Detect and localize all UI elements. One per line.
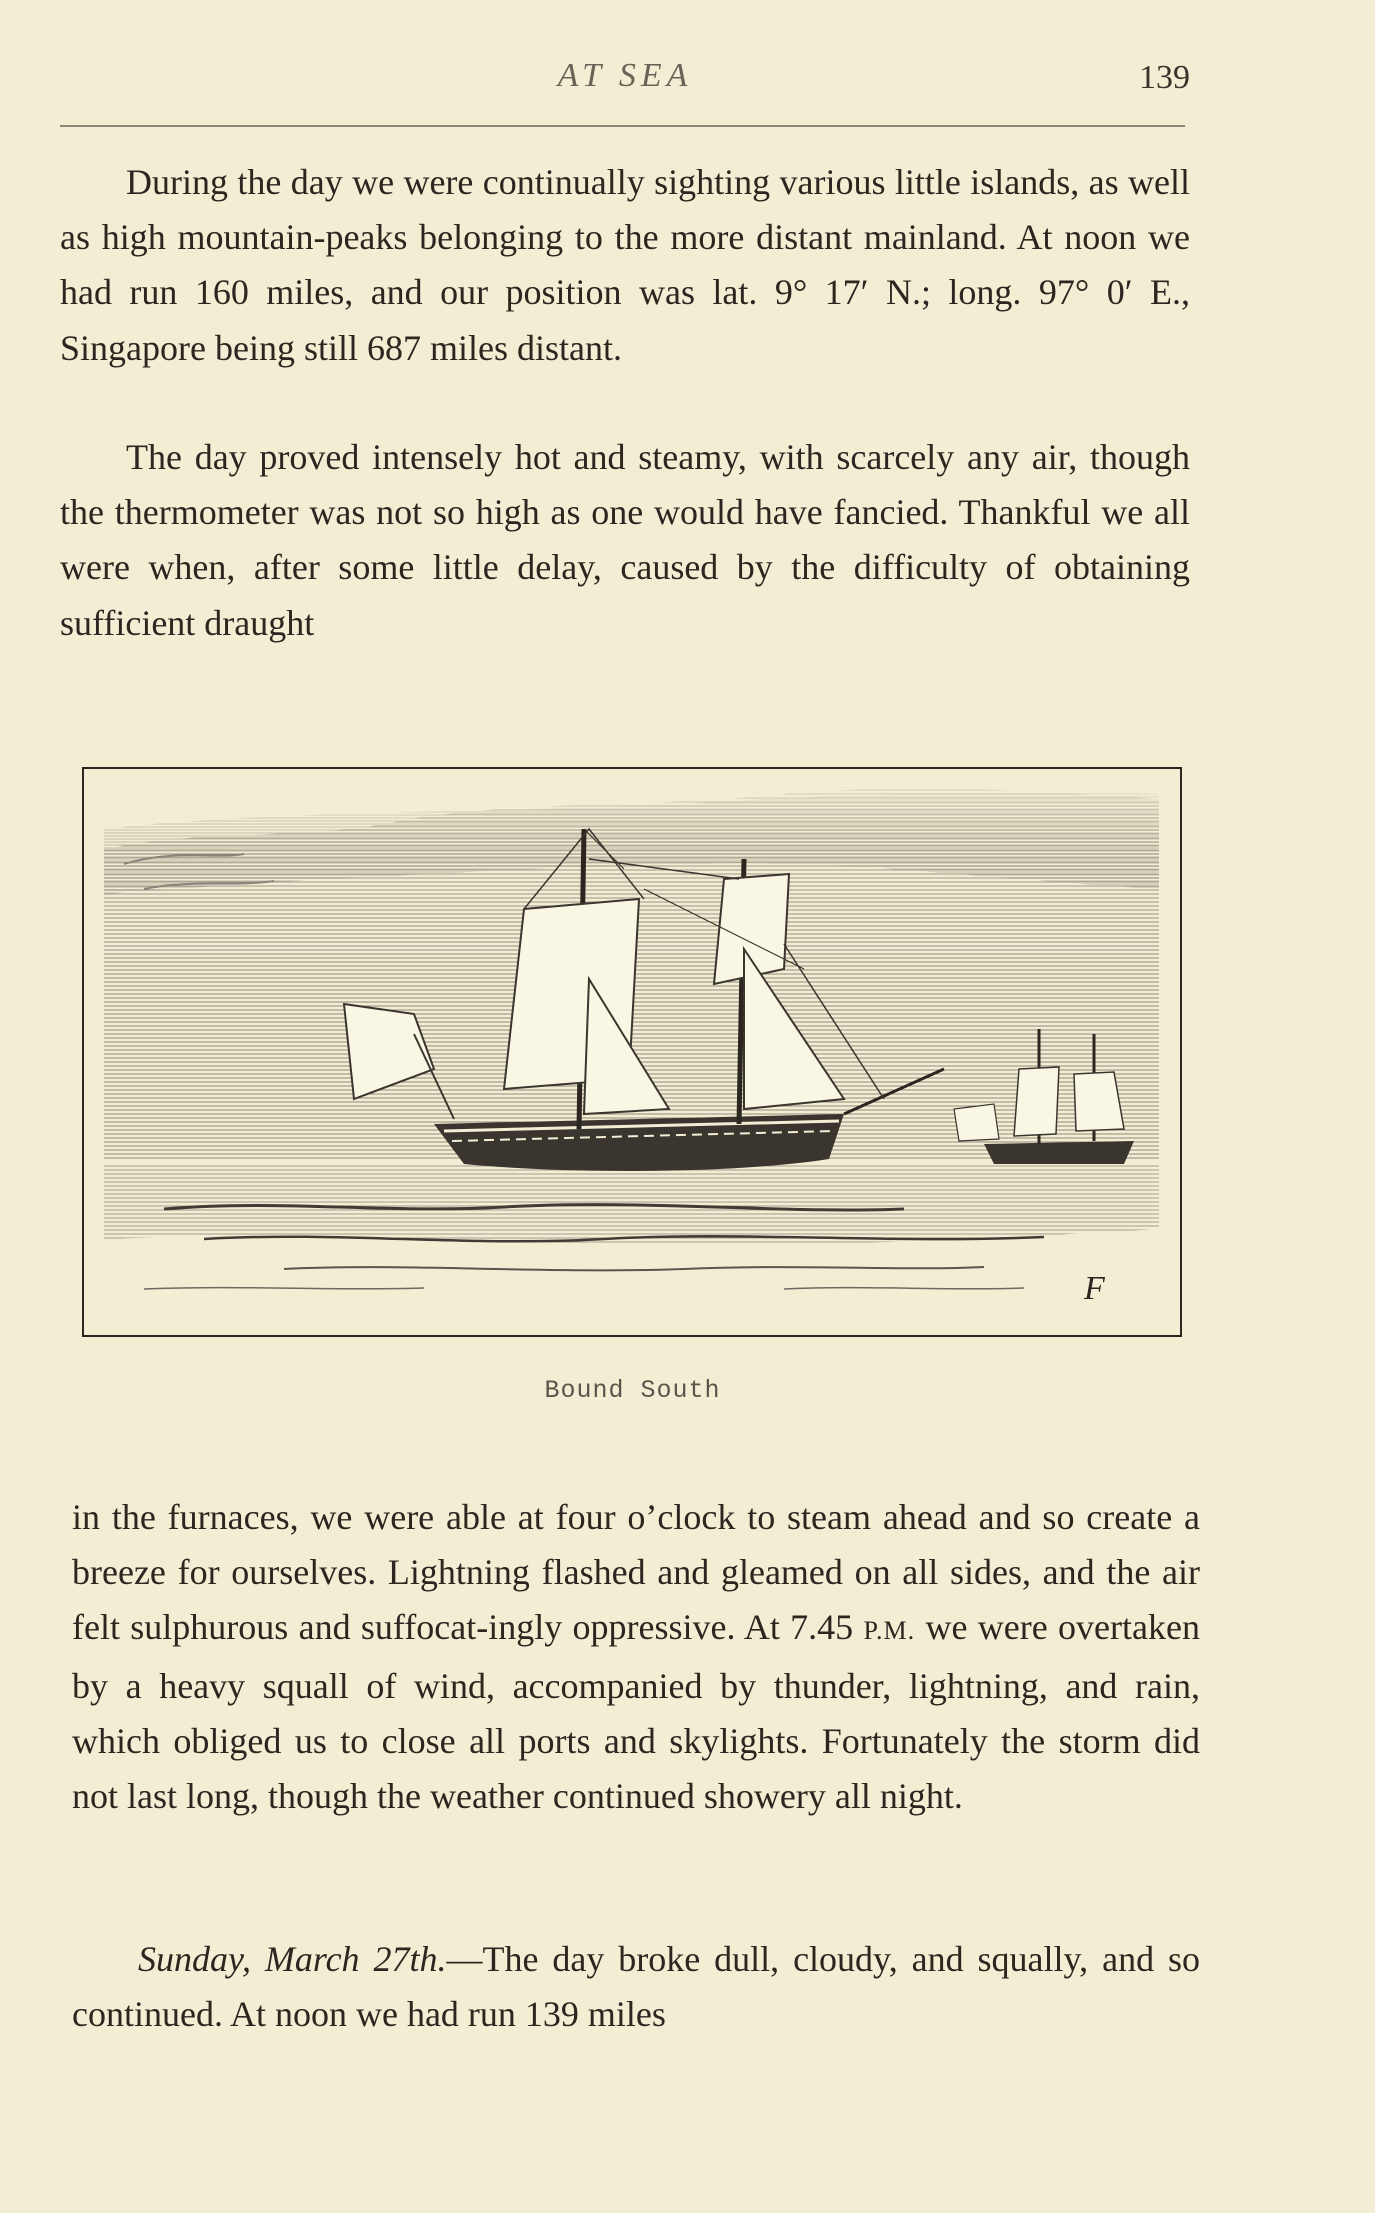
- page-header: [60, 55, 1190, 115]
- ship-illustration: [82, 767, 1182, 1337]
- time-pm: P.M.: [863, 1616, 916, 1646]
- running-head: AT SEA: [557, 57, 693, 94]
- paragraph-2: [60, 430, 1190, 651]
- diary-date: Sunday, March 27th.: [138, 1939, 447, 1979]
- header-rule: [60, 125, 1185, 127]
- figure-caption: Bound South: [544, 1376, 721, 1405]
- paragraph-2-text: The day proved intensely hot and steamy, with scarcely any air, though the thermometer was not so high as one would have fancied. Thankful we all were when, after some little delay, caused by the difficulty of obtaining sufficient draught: [60, 437, 1190, 643]
- sea: [84, 1159, 1180, 1335]
- page-number: 139: [1139, 59, 1190, 96]
- paragraph-3-text-b: we were overtaken by a heavy squall of wind, accompanied by thunder, lightning, and rain, which obliged us to close all ports and skylights. Fortunately the storm did not last long, though the weather continued showery all night.: [72, 1607, 1200, 1817]
- ship-engraving: [84, 769, 1180, 1335]
- engraver-monogram: F: [1084, 1270, 1105, 1307]
- paragraph-4-text: —The day broke dull, cloudy, and squally, and so continued. At noon we had run 139 miles: [72, 1939, 1201, 2035]
- paragraph-1: [60, 155, 1190, 376]
- paragraph-3-text-a: in the furnaces, we were able at four o’clock to steam ahead and so create a breeze for ourselves. Lightning flashed and gleamed on all sides, and the air felt sulphurous and suffocat-ingly oppressive. At 7.45: [72, 1497, 1200, 1648]
- paragraph-4: [72, 1932, 1200, 2042]
- paragraph-3: [72, 1490, 1200, 1824]
- paragraph-1-text: During the day we were continually sighting various little islands, as well as high mountain-peaks belonging to the more distant mainland. At noon we had run 160 miles, and our position was lat. 9° 17′ N.; long. 97° 0′ E., Singapore being still 687 miles distant.: [60, 162, 1190, 368]
